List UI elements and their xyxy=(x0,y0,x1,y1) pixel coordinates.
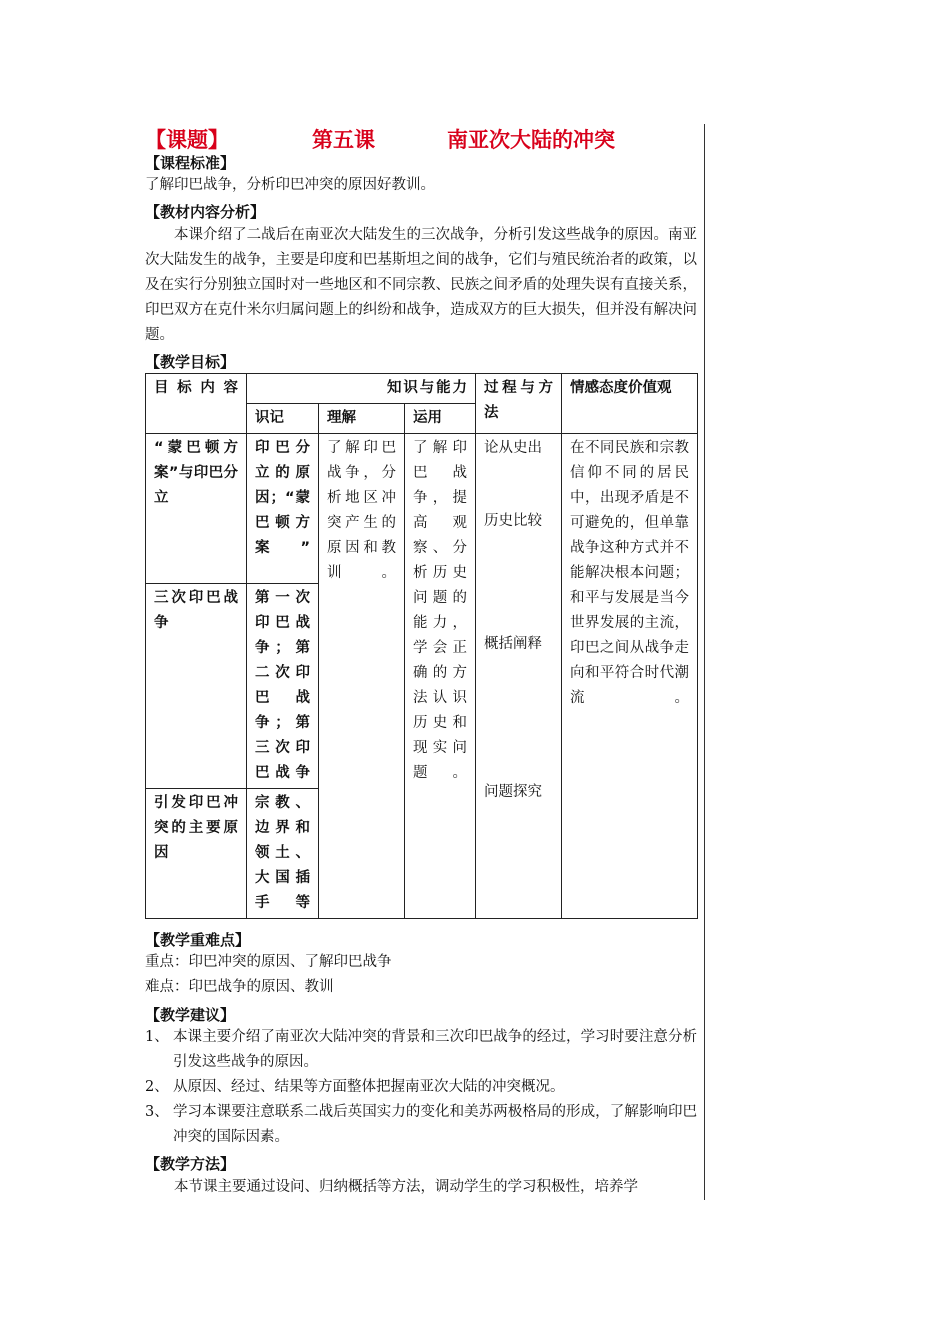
row-target: 引发印巴冲突的主要原因 xyxy=(146,789,247,919)
item-text: 从原因、经过、结果等方面整体把握南亚次大陆的冲突概况。 xyxy=(173,1079,565,1095)
process-item: 论从史出 xyxy=(484,440,543,456)
standard-text: 了解印巴战争，分析印巴冲突的原因好教训。 xyxy=(145,177,435,193)
analysis-heading: 【教材内容分析】 xyxy=(145,203,266,221)
suggestions-list xyxy=(145,1025,697,1150)
item-number: 2、 xyxy=(145,1079,169,1095)
understand-cell: 了解印巴战争，分析地区冲突产生的原因和教训。 xyxy=(319,434,405,919)
table-header-row xyxy=(146,374,698,404)
header-apply: 运用 xyxy=(405,404,476,434)
row-target: 三次印巴战争 xyxy=(146,584,247,789)
row-recall: 印巴分立的原因；“蒙巴顿方案” xyxy=(247,434,319,584)
goals-table xyxy=(145,373,698,919)
list-item xyxy=(145,1075,697,1100)
analysis-text xyxy=(145,223,697,348)
lesson-number: 第五课 xyxy=(312,128,375,152)
page-margin-rule xyxy=(704,124,705,1200)
item-number: 3、 xyxy=(145,1104,169,1120)
method-heading: 【教学方法】 xyxy=(145,1155,236,1173)
item-text: 学习本课要注意联系二战后英国实力的变化和美苏两极格局的形成，了解影响印巴冲突的国际因素。 xyxy=(173,1104,697,1145)
process-cell xyxy=(476,434,562,919)
row-recall: 宗教、边界和领土、大国插手等 xyxy=(247,789,319,919)
process-item: 历史比较 xyxy=(484,513,543,529)
emotion-cell: 在不同民族和宗教信仰不同的居民中，出现矛盾是不可避免的，但单靠战争这种方式并不能解决根本问题；和平与发展是当今世界发展的主流，印巴之间从战争走向和平符合时代潮流。 xyxy=(562,434,698,919)
goals-heading: 【教学目标】 xyxy=(145,353,236,371)
table-row xyxy=(146,434,698,584)
title-label: 【课题】 xyxy=(145,128,229,152)
method-text: 本节课主要通过设问、归纳概括等方法，调动学生的学习积极性，培养学 xyxy=(174,1179,638,1195)
process-item: 问题探究 xyxy=(484,784,543,800)
apply-cell: 了解印巴战争，提高观察、分析历史问题的能力，学会正确的方法认识历史和现实问题。 xyxy=(405,434,476,919)
list-item xyxy=(145,1025,697,1075)
keypoints-heading: 【教学重难点】 xyxy=(145,931,251,949)
header-understand: 理解 xyxy=(319,404,405,434)
header-recall: 识记 xyxy=(247,404,319,434)
analysis-paragraph: 本课介绍了二战后在南亚次大陆发生的三次战争，分析引发这些战争的原因。南亚次大陆发生的战争，主要是印度和巴基斯坦之间的战争，它们与殖民统治者的政策，以及在实行分别独立国时对一些地区和不同宗教、民族之间矛盾的处理失误有直接关系，印巴双方在克什米尔归属问题上的纠纷和战争，造成双方的巨大损失，但并没有解决问题。 xyxy=(145,227,697,343)
item-text: 本课主要介绍了南亚次大陆冲突的背景和三次印巴战争的经过，学习时要注意分析引发这些战争的原因。 xyxy=(173,1029,697,1070)
header-process: 过程与方法 xyxy=(476,374,562,434)
suggestions-heading: 【教学建议】 xyxy=(145,1006,236,1024)
difficult-point: 难点：印巴战争的原因、教训 xyxy=(145,979,334,995)
row-recall: 第一次印巴战争；第二次印巴战争；第三次印巴战争 xyxy=(247,584,319,789)
key-point: 重点：印巴冲突的原因、了解印巴战争 xyxy=(145,954,392,970)
row-target: “蒙巴顿方案”与印巴分立 xyxy=(146,434,247,584)
header-emotion: 情感态度价值观 xyxy=(562,374,698,434)
header-knowledge: 知识与能力 xyxy=(247,374,476,404)
process-item: 概括阐释 xyxy=(484,636,543,652)
lesson-name: 南亚次大陆的冲突 xyxy=(447,128,615,152)
list-item xyxy=(145,1100,697,1150)
header-target: 目 标 内 容 xyxy=(146,374,247,434)
standard-heading: 【课程标准】 xyxy=(145,154,236,172)
item-number: 1、 xyxy=(145,1029,169,1045)
lesson-title xyxy=(145,124,705,154)
